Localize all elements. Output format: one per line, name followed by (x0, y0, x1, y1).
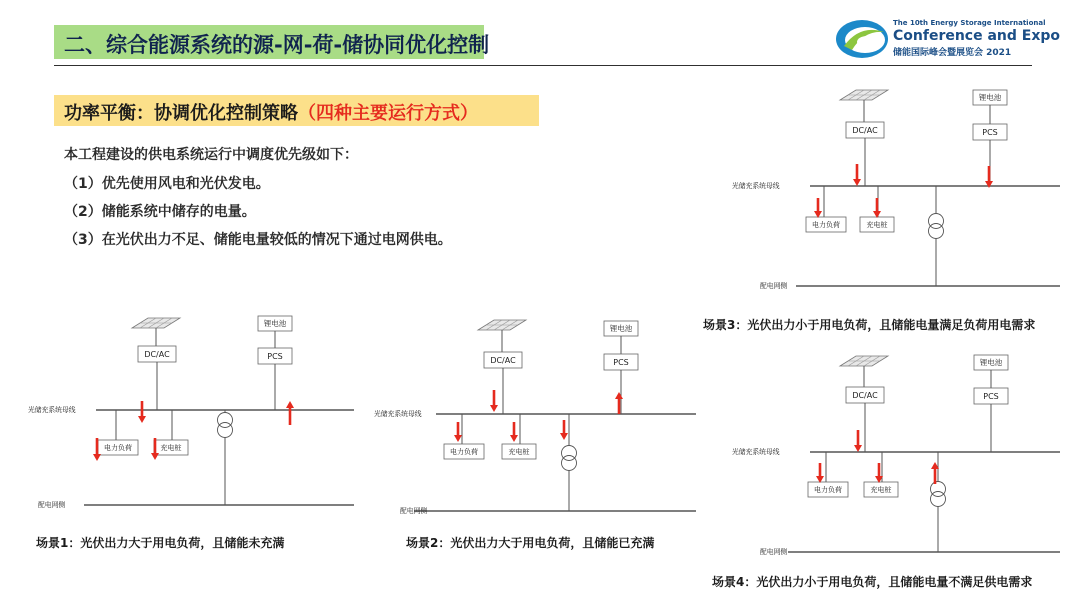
transformer-icon-winding (562, 456, 577, 471)
power-flow-arrow-head (454, 435, 462, 442)
ev-charger-label: 充电桩 (870, 486, 892, 495)
battery-label: 锂电池 (263, 319, 287, 329)
grid-label: 配电网侧 (38, 501, 66, 509)
pcs-converter-label: PCS (982, 127, 998, 137)
dcac-converter-label: DC/AC (490, 355, 516, 365)
grid-label: 配电网侧 (760, 548, 788, 556)
power-load-label: 电力负荷 (450, 448, 478, 457)
battery-label: 锂电池 (978, 93, 1002, 103)
dcac-converter-label: DC/AC (852, 390, 878, 400)
pcs-converter-label: PCS (613, 357, 629, 367)
scenario-1-caption: 场景1：光伏出力大于用电负荷，且储能未充满 (36, 536, 285, 550)
section-title: 二、综合能源系统的源-网-荷-储协同优化控制 (64, 33, 490, 57)
power-flow-arrow-head (138, 416, 146, 423)
priority-intro: 本工程建设的供电系统运行中调度优先级如下： (64, 147, 358, 163)
logo-line-1: The 10th Energy Storage International (893, 19, 1046, 27)
ev-charger-label: 充电桩 (866, 221, 888, 230)
ev-charger-label: 充电桩 (508, 448, 530, 457)
scenario-1-diagram (28, 312, 358, 522)
subtitle (64, 99, 478, 125)
transformer-icon-winding (218, 423, 233, 438)
header-divider (54, 65, 1032, 66)
power-flow-arrow-head (560, 433, 568, 440)
power-flow-arrow-head (93, 454, 101, 461)
pcs-converter-label: PCS (983, 391, 999, 401)
scenario-2-diagram (374, 318, 699, 523)
subtitle-highlight: （四种主要运行方式） (298, 103, 478, 124)
power-load-label: 电力负荷 (104, 444, 132, 453)
power-flow-arrow-head (151, 453, 159, 460)
battery-label: 锂电池 (609, 324, 633, 334)
power-flow-arrow-head (490, 405, 498, 412)
pcs-converter-label: PCS (267, 351, 283, 361)
grid-label: 配电网侧 (400, 507, 428, 515)
power-load-label: 电力负荷 (812, 221, 840, 230)
transformer-icon-winding (931, 492, 946, 507)
dcac-converter-label: DC/AC (144, 349, 170, 359)
scenario-4-caption: 场景4：光伏出力小于用电负荷，且储能电量不满足供电需求 (712, 575, 1033, 589)
scenario-4-diagram (730, 350, 1070, 560)
priority-item-3: （3）在光伏出力不足、储能电量较低的情况下通过电网供电。 (64, 232, 452, 248)
power-flow-arrow-head (615, 392, 623, 399)
scenario-3-caption: 场景3：光伏出力小于用电负荷，且储能电量满足负荷用电需求 (703, 318, 1036, 332)
power-flow-arrow-head (510, 435, 518, 442)
busbar-label: 光储充系统母线 (374, 410, 422, 418)
busbar-label: 光储充系统母线 (732, 448, 780, 456)
power-load-label: 电力负荷 (814, 486, 842, 495)
logo-line-3: 储能国际峰会暨展览会 2021 (893, 48, 1012, 58)
scenario-2-caption: 场景2：光伏出力大于用电负荷，且储能已充满 (406, 536, 655, 550)
busbar-label: 光储充系统母线 (732, 182, 780, 190)
power-flow-arrow-head (853, 179, 861, 186)
power-flow-arrow-head (985, 181, 993, 188)
transformer-icon-winding (929, 224, 944, 239)
power-flow-arrow-head (854, 445, 862, 452)
battery-label: 锂电池 (979, 358, 1003, 368)
priority-item-2: （2）储能系统中储存的电量。 (64, 204, 256, 220)
logo-line-2: Conference and Expo (893, 28, 1061, 44)
busbar-label: 光储充系统母线 (28, 406, 76, 414)
dcac-converter-label: DC/AC (852, 125, 878, 135)
priority-item-1: （1）优先使用风电和光伏发电。 (64, 176, 270, 192)
grid-label: 配电网侧 (760, 282, 788, 290)
conference-logo-icon (834, 16, 894, 62)
scenario-3-diagram (730, 86, 1070, 296)
ev-charger-label: 充电桩 (160, 444, 182, 453)
power-flow-arrow-head (286, 401, 294, 408)
subtitle-main: 功率平衡：协调优化控制策略 (64, 103, 298, 124)
